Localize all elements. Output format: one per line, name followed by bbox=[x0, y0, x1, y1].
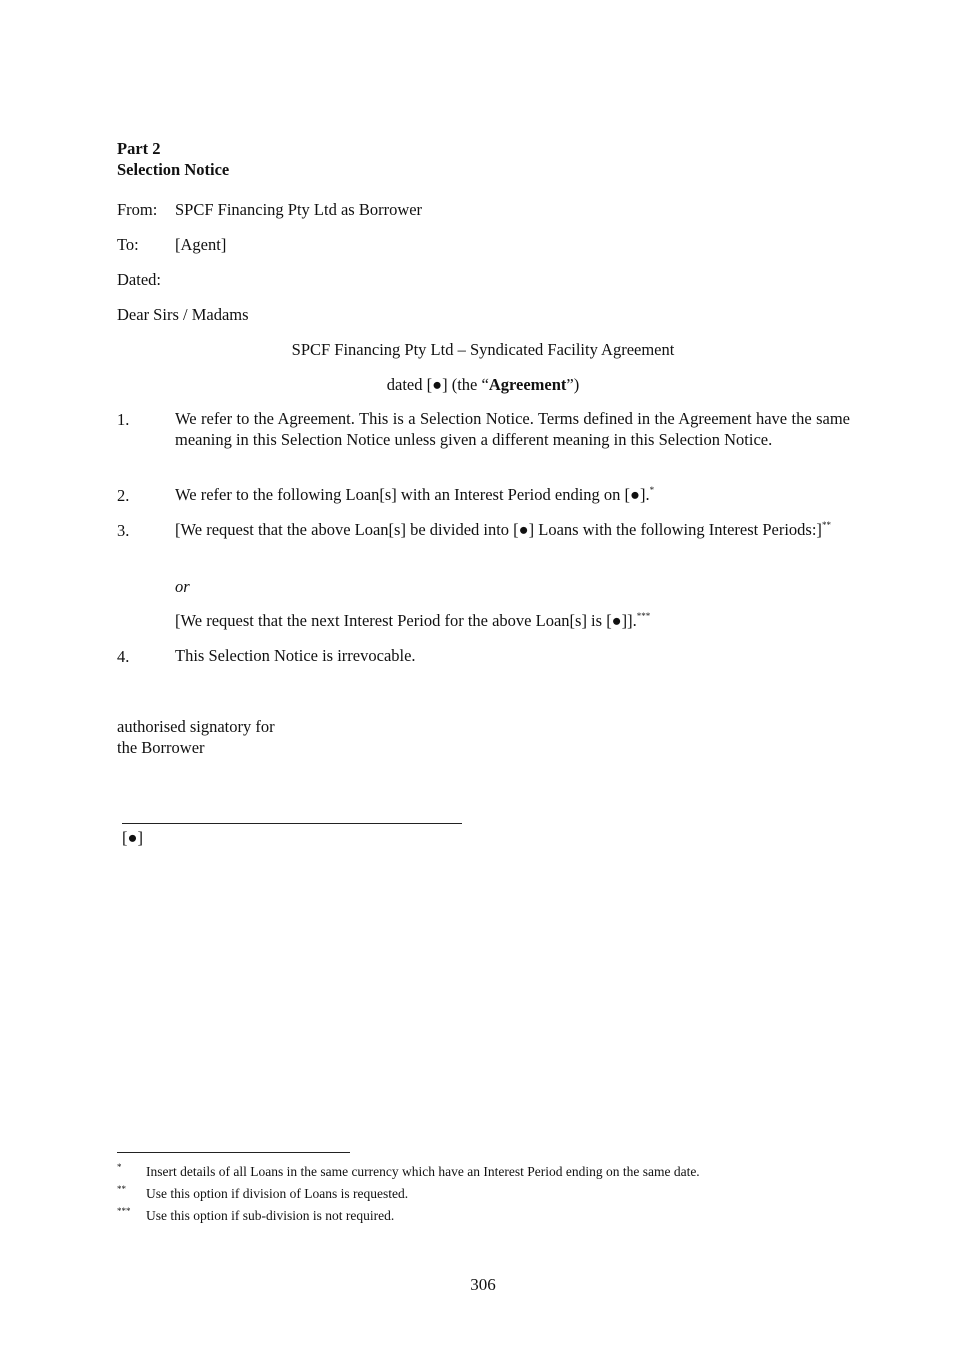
page-number: 306 bbox=[470, 1275, 496, 1294]
paragraph-item bbox=[175, 520, 850, 541]
footnote-reference: ** bbox=[821, 520, 831, 530]
paragraph-number: 3. bbox=[117, 521, 130, 540]
subject-dated-post: ”) bbox=[566, 375, 580, 394]
paragraph-number: 4. bbox=[117, 647, 130, 666]
paragraph-item bbox=[175, 485, 850, 506]
signatory-line: the Borrower bbox=[117, 738, 205, 757]
footnote-reference: *** bbox=[636, 611, 651, 621]
paragraph-number: 2. bbox=[117, 486, 130, 505]
to-value: [Agent] bbox=[175, 235, 227, 254]
to-label: To: bbox=[117, 235, 139, 254]
paragraph-item bbox=[175, 611, 850, 632]
footnote-mark: *** bbox=[117, 1206, 131, 1216]
paragraph-text: This Selection Notice is irrevocable. bbox=[175, 646, 416, 665]
footnote-text: Insert details of all Loans in the same currency which have an Interest Period ending on the same date. bbox=[146, 1164, 700, 1179]
paragraph-text: We refer to the Agreement. This is a Selection Notice. Terms defined in the Agreement have the same meaning in this Selection Notice unless given a different meaning in this Selection Notice. bbox=[175, 409, 850, 449]
subject-dated-line bbox=[0, 374, 966, 395]
subject-line: SPCF Financing Pty Ltd – Syndicated Facility Agreement bbox=[291, 340, 675, 359]
paragraph-text: [We request that the next Interest Period for the above Loan[s] is [●]]. bbox=[175, 611, 637, 630]
page-title: Selection Notice bbox=[117, 160, 230, 179]
paragraph-text: We refer to the following Loan[s] with an Interest Period ending on [●]. bbox=[175, 485, 650, 504]
signatory-name-placeholder: [●] bbox=[122, 828, 143, 847]
or-connector: or bbox=[175, 577, 190, 596]
subject-dated-pre: dated [●] (the “ bbox=[386, 375, 489, 394]
part-heading: Part 2 bbox=[117, 139, 161, 158]
footnote-mark: * bbox=[117, 1162, 122, 1172]
footnote-divider bbox=[117, 1152, 350, 1153]
paragraph-number: 1. bbox=[117, 410, 130, 429]
subject-agreement-term: Agreement bbox=[488, 375, 567, 394]
footnote-text: Use this option if division of Loans is requested. bbox=[146, 1186, 409, 1201]
paragraph-text: [We request that the above Loan[s] be divided into [●] Loans with the following Interest Periods:] bbox=[175, 520, 822, 539]
signatory-line: authorised signatory for bbox=[117, 717, 275, 736]
dated-label: Dated: bbox=[117, 270, 161, 289]
salutation: Dear Sirs / Madams bbox=[117, 305, 249, 324]
footnote-text: Use this option if sub-division is not required. bbox=[146, 1208, 395, 1223]
footnote-mark: ** bbox=[117, 1184, 126, 1194]
from-value: SPCF Financing Pty Ltd as Borrower bbox=[175, 200, 423, 219]
footnote-reference: * bbox=[649, 485, 655, 495]
from-label: From: bbox=[117, 200, 158, 219]
signature-line bbox=[122, 823, 462, 824]
